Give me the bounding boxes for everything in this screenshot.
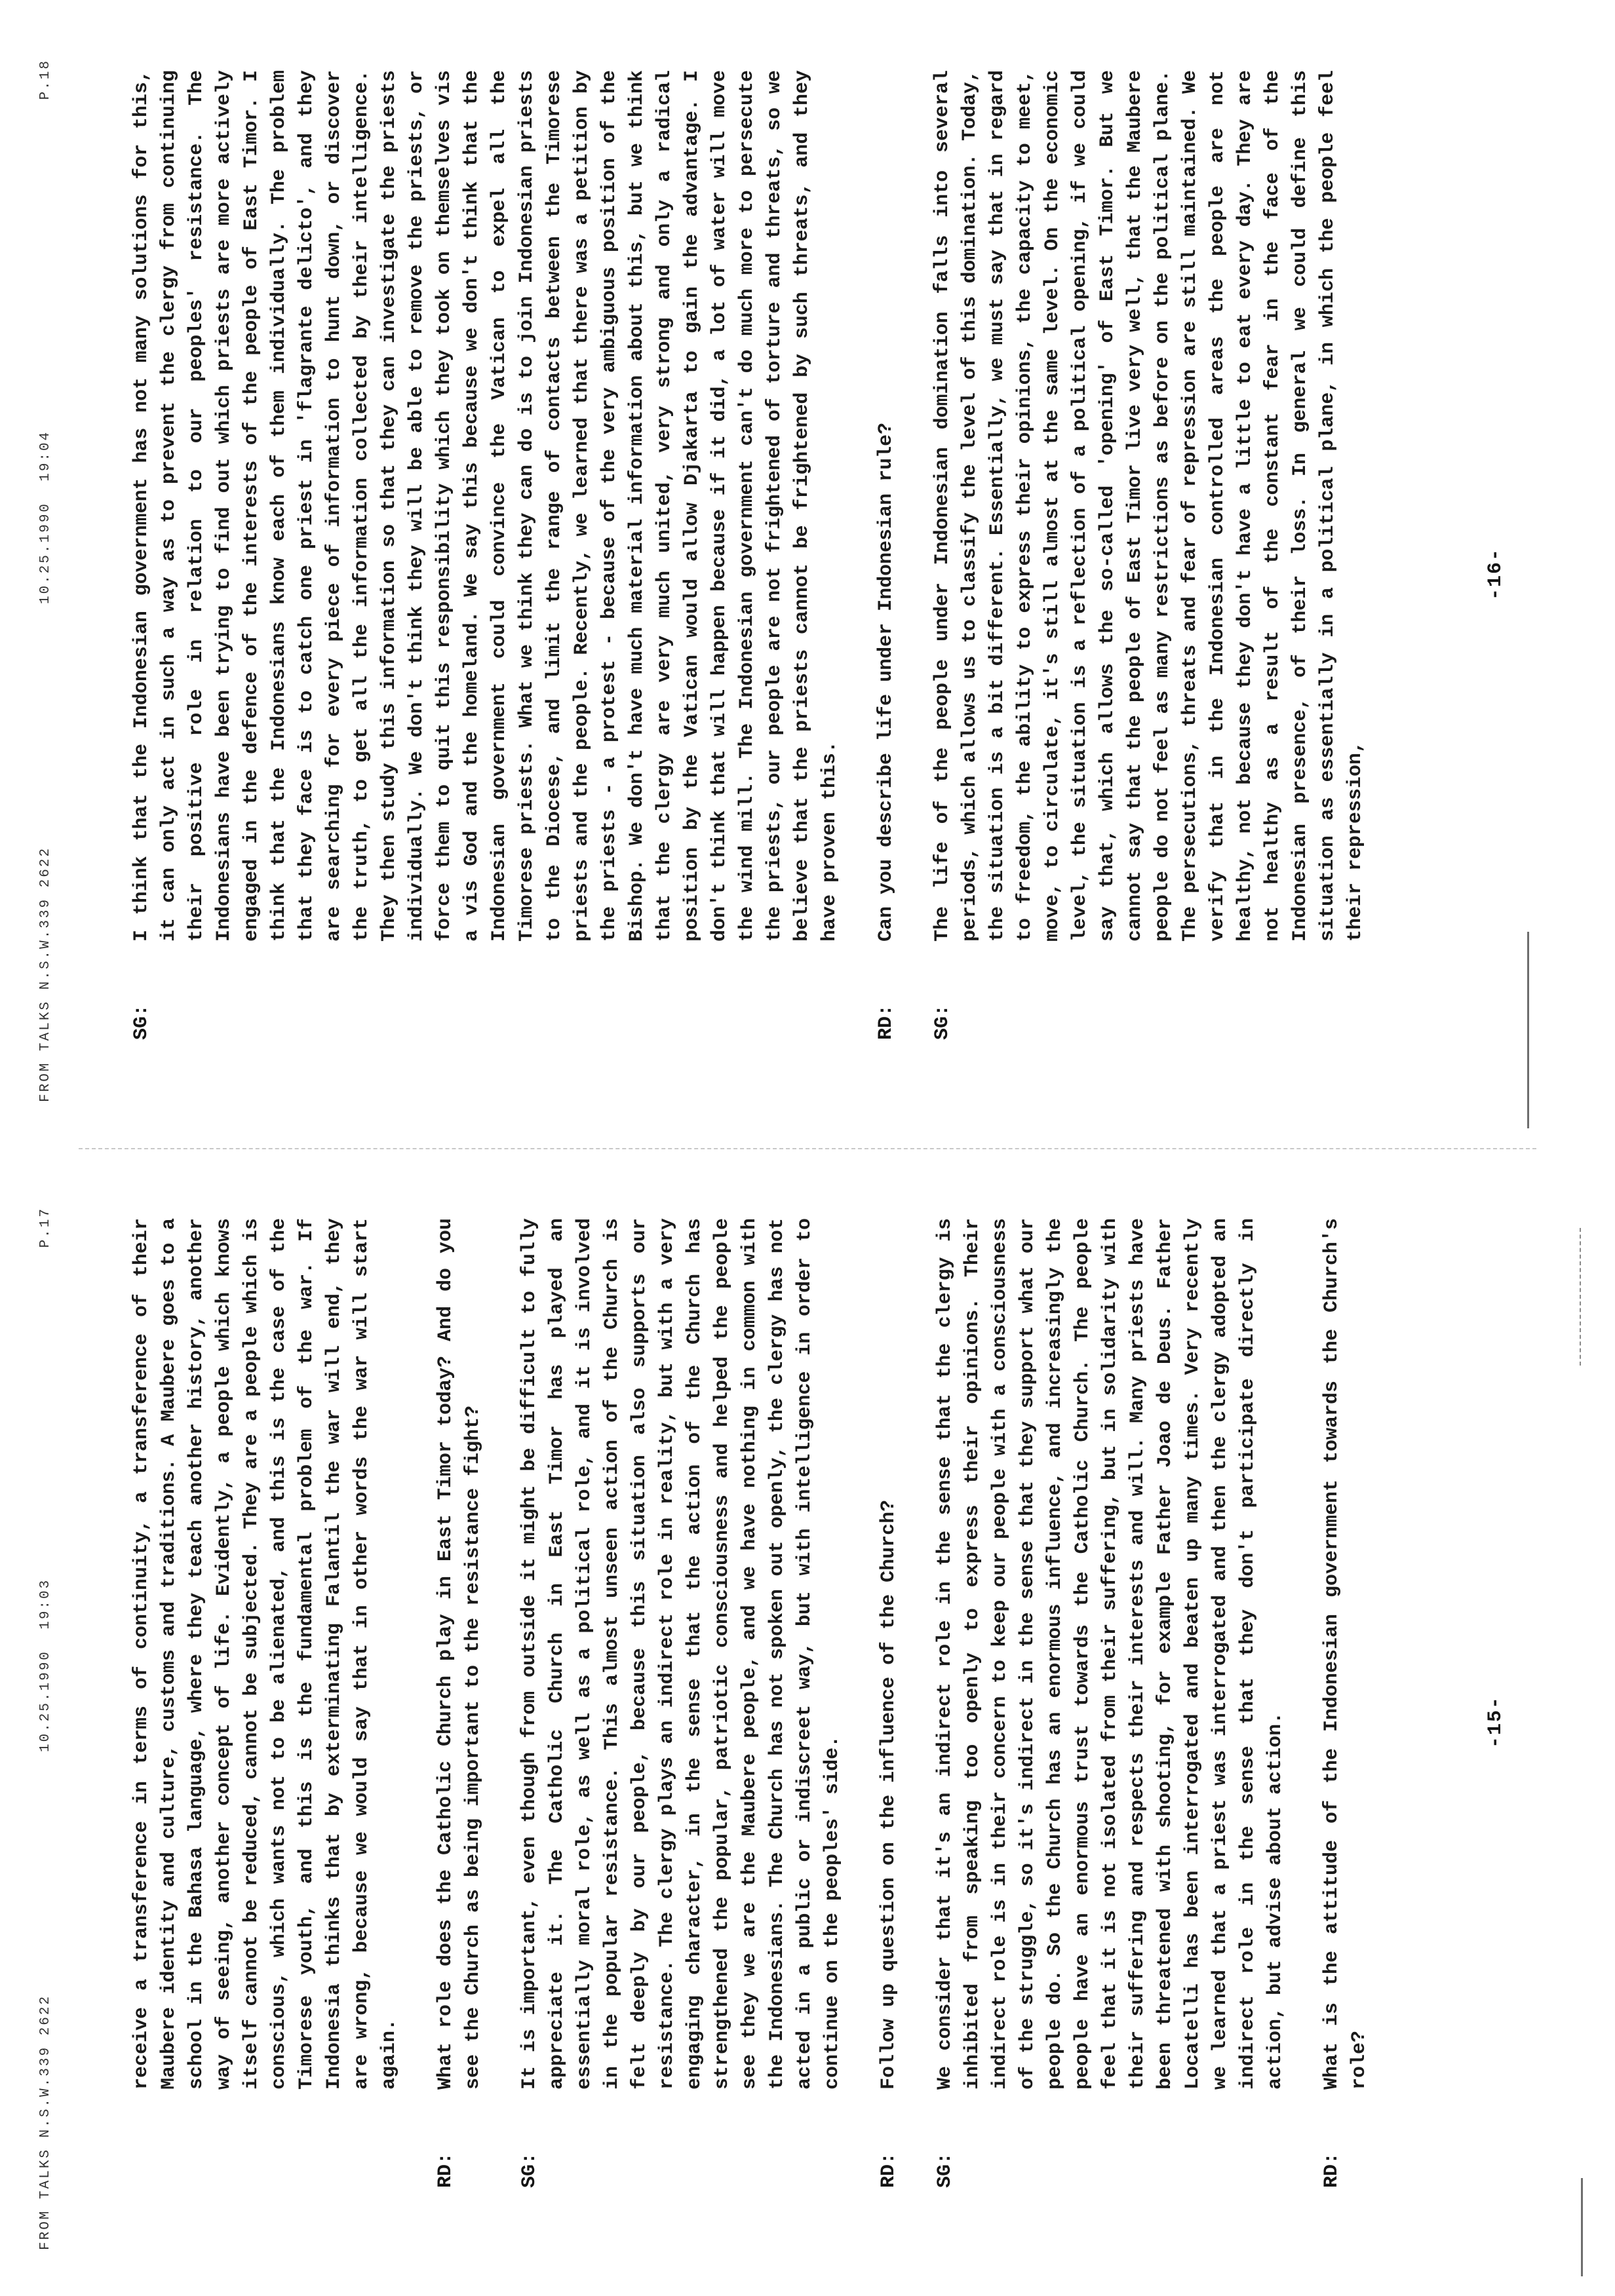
transcript-entry <box>128 1218 403 2188</box>
transcript-body <box>128 70 1398 1040</box>
page-number: -15- <box>1485 1696 1507 1749</box>
transcript-entry <box>875 1218 903 2188</box>
fax-header <box>38 59 58 1102</box>
scan-artifact-rule <box>1580 1228 1581 1366</box>
speaker-label: RD: <box>878 2152 900 2188</box>
speaker-label: SG: <box>931 1004 954 1040</box>
document-page-15 <box>0 1148 1615 2296</box>
fax-timestamp: 10.25.1990 19:03 <box>38 1578 53 1752</box>
transcript-entry <box>516 1218 846 2188</box>
speaker-label: SG: <box>130 1004 153 1040</box>
transcript-entry <box>929 70 1369 1040</box>
speaker-label: RD: <box>875 1004 897 1040</box>
transcript-entry <box>931 1218 1289 2188</box>
entry-text: Follow up question on the influence of the Church? <box>878 1499 900 2090</box>
entry-text: What is the attitude of the Indonesian government towards the Church's role? <box>1321 1218 1371 2090</box>
page-number: -16- <box>1485 548 1507 601</box>
fax-timestamp: 10.25.1990 19:04 <box>38 430 53 604</box>
fax-sender: FROM TALKS N.S.W.339 2622 <box>38 1994 53 2250</box>
transcript-entry <box>1318 1218 1373 2188</box>
entry-text: The life of the people under Indonesian domination falls into several periods, which allows us to classify the level of this domination. Today, the situation is a bit different. Essentially, we must say that in regard to freedom, the ability to express their opinions, the capacity to meet, move, to circulate, it's still almost at the same level. On the economic level, the situation is a reflection of a political opening, if we could say that, which allows the so-called 'opening' of East Timor. But we cannot say that the people of East Timor live very well, that the Maubere people do not feel as many restrictions as before on the political plane. The persecutions, threats and fear of repression are still maintained. We verify that in the Indonesian controlled areas the people are not healthy, not because they don't have a little to eat every day. They are not healthy as a result of the constant fear in the face of the Indonesian presence, of their loss. In general we could define this situation as essentially in a political plane, in which the people feel their repression, <box>931 70 1367 942</box>
transcript-entry <box>872 70 900 1040</box>
transcript-body <box>128 1218 1402 2188</box>
speaker-label: SG: <box>934 2152 956 2188</box>
fax-page-label: P.17 <box>38 1207 53 1248</box>
entry-text: receive a transference in terms of continuity, a transference of their Maubere identity and culture, customs and traditions. A Maubere goes to a school in the Bahasa language, where they teach another history, another way of seeing, another concept of life. Evidently, a people which knows itself cannot be reduced, cannot be subjected. They are a people which is conscious, which wants not to be alienated, and this is the case of the Timorese youth, and this is the fundamental problem of the war. If Indonesia thinks that by exterminating Falantil the war will end, they are wrong, because we would say that in other words the war will start again. <box>130 1218 400 2090</box>
entry-text: Can you describe life under Indonesian rule? <box>875 422 897 942</box>
fax-sender: FROM TALKS N.S.W.339 2622 <box>38 846 53 1102</box>
entry-text: I think that the Indonesian government has not many solutions for this, it can only act in such a way as to prevent the clergy from continuing their positive role in relation to our peoples' resistance. The Indonesians have been trying to find out which priests are more actively engaged in the defence of the interests of the people of East Timor. I think that the Indonesians know each of them individually. The problem that they face is to catch one priest in 'flagrante delicto', and they are searching for every piece of information to hunt down, or discover the truth, to get all the information collected by their intelligence. They then study this information so that they can investigate the priests individually. We don't think they will be able to remove the priests, or force them to quit this responsibility which they took on themselves vis a vis God and the homeland. We say this because we don't think that the Indonesian government could convince the Vatican to expel all the Timorese priests. What we think they can do is to join Indonesian priests to the Diocese, and limit the range of contacts between the Timorese priests and the people. Recently, we learned that there was a petition by the priests - a protest - because of the very ambiguous position of the Bishop. We don't have much material information about this, but we think that the clergy are very much united, very strong and only a radical position by the Vatican would allow Djakarta to gain the advantage. I don't think that will happen because if it did, a lot of water will move the wind mill. The Indonesian government can't do much more to persecute the priests, our people are not frightened of torture and threats, so we believe that the priests cannot be frightened by such threats, and they have proven this. <box>130 70 841 942</box>
fax-page-label: P.18 <box>38 59 53 100</box>
scan-artifact-rule <box>1527 932 1529 1128</box>
entry-text: It is important, even though from outside it might be difficult to fully appreciate it. The Catholic Church in East Timor has played an essentially moral role, as well as a political role, and it is involved in the popular resistance. This almost unseen action of the Church is felt deeply by our people, because this situation also supports our resistance. The clergy plays an indirect role in reality, but with a very engaging character, in the sense that the action of the Church has strengthened the popular, patriotic consciousness and helped the people see they we are the Maubere people, and we have nothing in common with the Indonesians. The Church has not spoken out openly, the clergy has not acted in a public or indiscreet way, but with intelligence in order to continue on the peoples' side. <box>518 1218 844 2090</box>
scan-artifact-rule <box>1581 2178 1583 2276</box>
entry-text: What role does the Catholic Church play in East Timor today? And do you see the Church as being important to the resistance fight? <box>435 1218 484 2090</box>
transcript-entry <box>128 70 844 1040</box>
speaker-label: RD: <box>1321 2152 1343 2188</box>
fax-header <box>38 1207 58 2250</box>
transcript-entry <box>432 1218 487 2188</box>
entry-text: We consider that it's an indirect role in the sense that the clergy is inhibited from speaking too openly to express their opinions. Their indirect role is in their concern to keep our people with a consciousness of the struggle, so it's indirect in the sense that they support what our people do. So the Church has an enormous influence, and increasingly the people have an enormous trust towards the Catholic Church. The people feel that it is not isolated from their suffering, but in solidarity with their suffering and respects their interests and will. Many priests have been threatened with shooting, for example Father Joao de Deus. Father Locatelli has been interrogated and beaten up many times. Very recently we learned that a priest was interrogated and then the clergy adopted an indirect role in the sense that they don't participate directly in action, but advise about action. <box>934 1218 1287 2090</box>
page-divider <box>79 1148 1536 1149</box>
speaker-label: SG: <box>518 2152 541 2188</box>
speaker-label: RD: <box>435 2152 457 2188</box>
